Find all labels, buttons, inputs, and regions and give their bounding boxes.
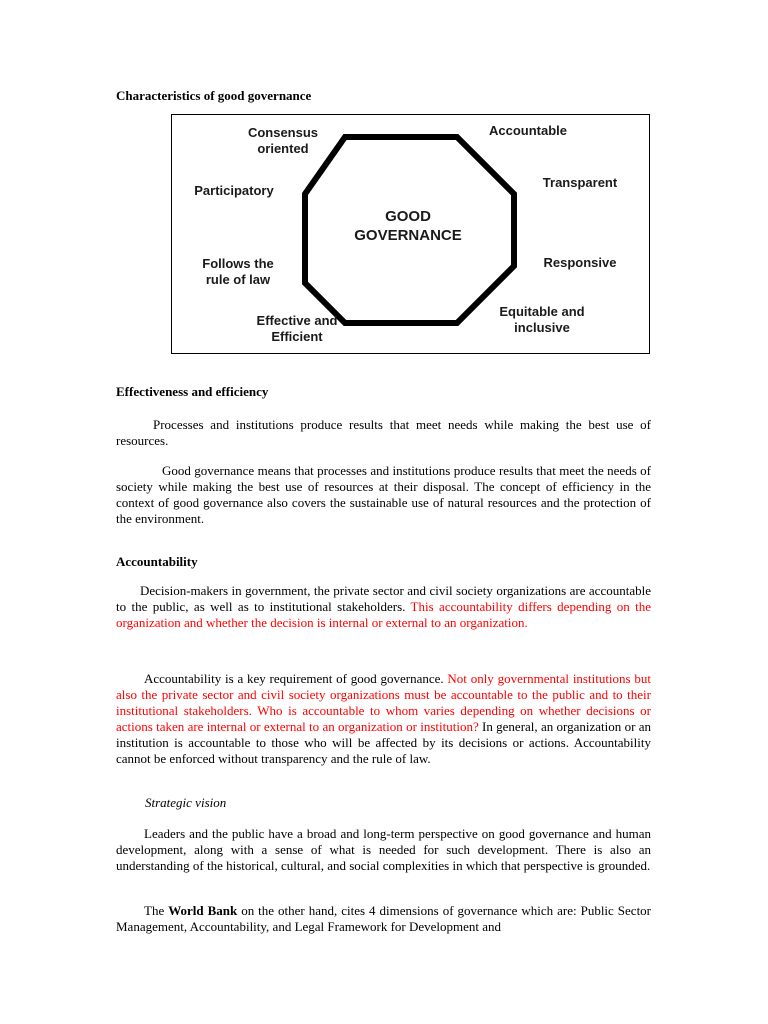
accountability-p2-text: Accountability is a key requirement of good governance.: [144, 671, 448, 686]
accountability-p2-highlight: Not only governmental institutions but also the private sector and civil society organizations must be accountable to the public and to their institutional stakeholders. Who is accountable to whom varies depending on whether decisions or actions taken are internal or external to an organization or institution?: [116, 671, 651, 734]
label-consensus-oriented: Consensus oriented: [247, 125, 319, 156]
label-transparent: Transparent: [542, 175, 618, 190]
heading-accountability: Accountability: [116, 554, 198, 569]
accountability-paragraph-1: [116, 583, 651, 631]
label-rule-of-law: Follows the rule of law: [202, 256, 274, 287]
page-title: Characteristics of good governance: [116, 88, 312, 103]
label-effective-efficient: Effective and Efficient: [256, 313, 338, 344]
strategic-vision-paragraph: Leaders and the public have a broad and long-term perspective on good governance and human development, along with a sense of what is needed for such development. There is also an understanding of the historical, cultural, and social complexities in which that perspective is grounded.: [116, 826, 651, 873]
label-responsive: Responsive: [543, 255, 617, 270]
good-governance-diagram: [171, 114, 650, 354]
world-bank-text-post: on the other hand, cites 4 dimensions of governance which are: Public Sector Management, Accountability, and Legal Framework for Development and: [116, 903, 652, 934]
effectiveness-paragraph-2: Good governance means that processes and institutions produce results that meet the needs of society while making the best use of resources at their disposal. The concept of efficiency in the context of good governance also covers the sustainable use of natural resources and the protection of the environment.: [116, 463, 651, 526]
accountability-paragraph-2: [116, 671, 651, 767]
world-bank-text-pre: The: [144, 903, 169, 918]
label-equitable-inclusive: Equitable and inclusive: [499, 304, 585, 335]
heading-effectiveness: Effectiveness and efficiency: [116, 384, 269, 399]
center-label: GOOD GOVERNANCE: [354, 208, 462, 244]
accountability-p2-text-end: In general, an organization or an institution is accountable to those who will be affected by its decisions or actions. Accountability cannot be enforced without transparency and the rule of law.: [116, 719, 651, 766]
label-participatory: Participatory: [194, 183, 274, 198]
world-bank-paragraph: [116, 903, 651, 935]
accountability-p1-text: Decision-makers in government, the private sector and civil society organizations are accountable to the public, as well as to institutional stakeholders.: [116, 583, 651, 614]
effectiveness-paragraph-1: Processes and institutions produce results that meet needs while making the best use of resources.: [116, 417, 651, 448]
label-accountable: Accountable: [488, 123, 567, 138]
heading-strategic-vision: Strategic vision: [145, 795, 227, 810]
world-bank-bold: World Bank: [168, 903, 238, 918]
accountability-p1-highlight: This accountability differs depending on the organization and whether the decision is internal or external to an organization.: [116, 599, 651, 630]
